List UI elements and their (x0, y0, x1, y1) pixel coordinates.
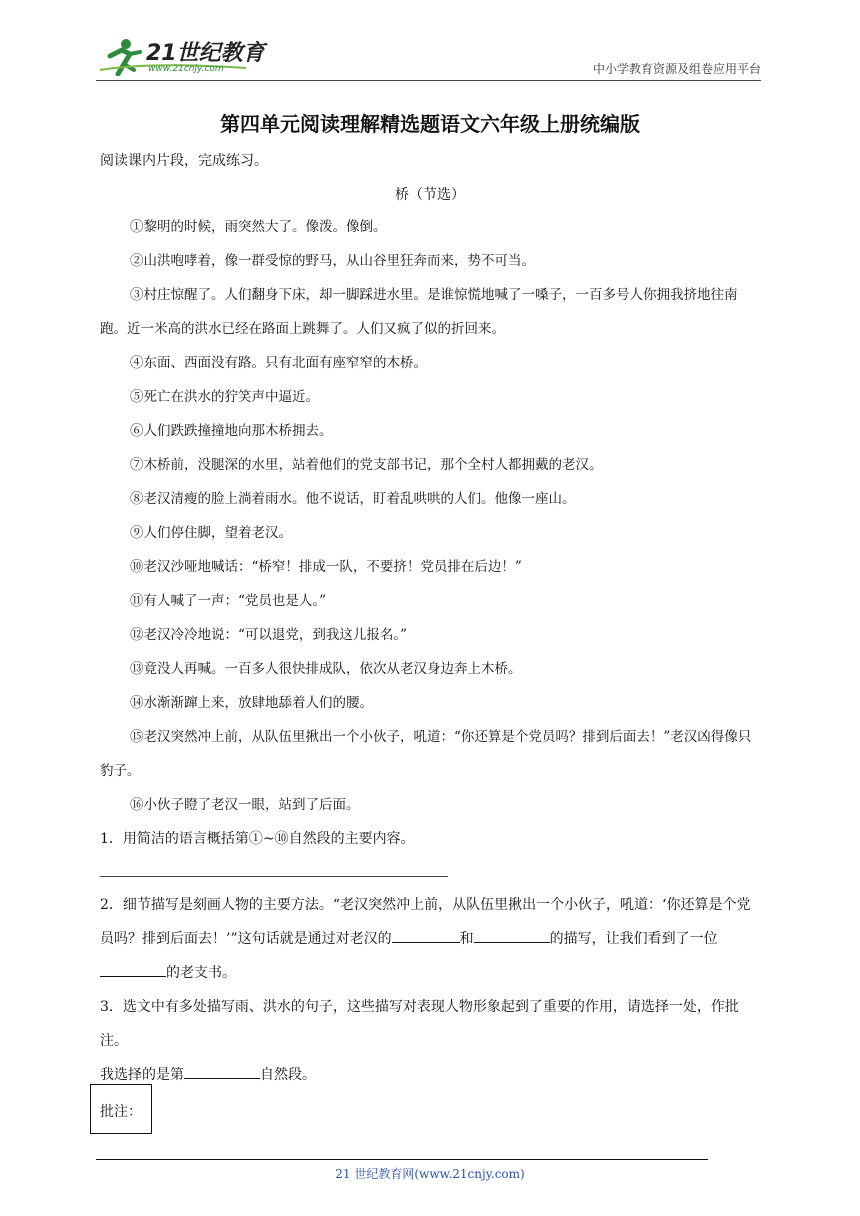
annotation-box[interactable] (90, 1084, 152, 1134)
paragraph-14: ⑭水渐渐蹿上来，放肆地舔着人们的腰。 (130, 695, 373, 711)
question-2-text-d: 的老支书。 (166, 965, 236, 981)
header-platform-text: 中小学教育资源及组卷应用平台 (592, 62, 761, 76)
question-2-blank-3[interactable] (100, 960, 166, 977)
paragraph-3: ③村庄惊醒了。人们翻身下床，却一脚踩进水里。是谁惊慌地喊了一嗓子，一百多号人你拥我挤地往南跑。近一米高的洪水已经在路面上跳舞了。人们又疯了似的折回来。 (100, 287, 738, 337)
logo-url: www.21cnjy.com (148, 64, 224, 74)
paragraph-7: ⑦木桥前，没腿深的水里，站着他们的党支部书记，那个全村人都拥戴的老汉。 (130, 457, 603, 473)
footer-text: 21 世纪教育网(www.21cnjy.com) (335, 1167, 525, 1181)
question-2-blank-1[interactable] (392, 926, 460, 943)
question-1-answer-line[interactable] (100, 876, 448, 877)
question-1: 1．用简洁的语言概括第①~⑩自然段的主要内容。 (100, 831, 415, 847)
page-header (96, 34, 761, 78)
paragraph-6: ⑥人们跌跌撞撞地向那木桥拥去。 (130, 423, 333, 439)
page-title: 第四单元阅读理解精选题语文六年级上册统编版 (220, 112, 640, 136)
question-2-blank-2[interactable] (474, 926, 550, 943)
paragraph-12: ⑫老汉冷冷地说：“可以退党，到我这儿报名。” (130, 627, 408, 643)
paragraph-8: ⑧老汉清瘦的脸上淌着雨水。他不说话，盯着乱哄哄的人们。他像一座山。 (130, 491, 576, 507)
question-3-paragraph-blank[interactable] (184, 1062, 260, 1079)
question-2-text-c: 的描写，让我们看到了一位 (549, 931, 718, 947)
paragraph-15: ⑮老汉突然冲上前，从队伍里揪出一个小伙子，吼道：“你还算是个党员吗？排到后面去！”老汉凶得像只豹子。 (100, 729, 752, 779)
question-2-text-b: 和 (459, 931, 474, 947)
question-3: 3．选文中有多处描写雨、洪水的句子，这些描写对表现人物形象起到了重要的作用，请选择一处，作批注。 (100, 999, 739, 1049)
logo-text: 21世纪教育 (146, 41, 265, 66)
question-3-choice-text-b: 自然段。 (260, 1067, 316, 1083)
question-3-choice-text-a: 我选择的是第 (100, 1067, 184, 1083)
instruction-text: 阅读课内片段，完成练习。 (100, 153, 268, 169)
paragraph-1: ①黎明的时候，雨突然大了。像泼。像倒。 (130, 219, 387, 235)
paragraph-2: ②山洪咆哮着，像一群受惊的野马，从山谷里狂奔而来，势不可当。 (130, 253, 535, 269)
paragraph-5: ⑤死亡在洪水的狞笑声中逼近。 (130, 389, 319, 405)
paragraph-10: ⑩老汉沙哑地喊话：“桥窄！排成一队，不要挤！党员排在后边！” (130, 559, 522, 575)
question-2 (100, 888, 762, 990)
annotation-label: 批注： (100, 1104, 142, 1120)
paragraph-9: ⑨人们停住脚，望着老汉。 (130, 525, 292, 541)
paragraph-11: ⑪有人喊了一声：“党员也是人。” (130, 593, 327, 609)
paragraph-16: ⑯小伙子瞪了老汉一眼，站到了后面。 (130, 797, 360, 813)
paragraph-4: ④东面、西面没有路。只有北面有座窄窄的木桥。 (130, 355, 427, 371)
footer-divider (96, 1159, 708, 1160)
passage-title: 桥（节选） (395, 187, 465, 203)
site-logo (96, 34, 266, 76)
header-divider (96, 80, 761, 81)
question-2-text-a: 2．细节描写是刻画人物的主要方法。“老汉突然冲上前，从队伍里揪出一个小伙子，吼道：‘你还算是个党员吗？排到后面去！’”这句话就是通过对老汉的 (100, 897, 751, 947)
paragraph-13: ⑬竟没人再喊。一百多人很快排成队，依次从老汉身边奔上木桥。 (130, 661, 522, 677)
question-3-choice (100, 1058, 762, 1092)
